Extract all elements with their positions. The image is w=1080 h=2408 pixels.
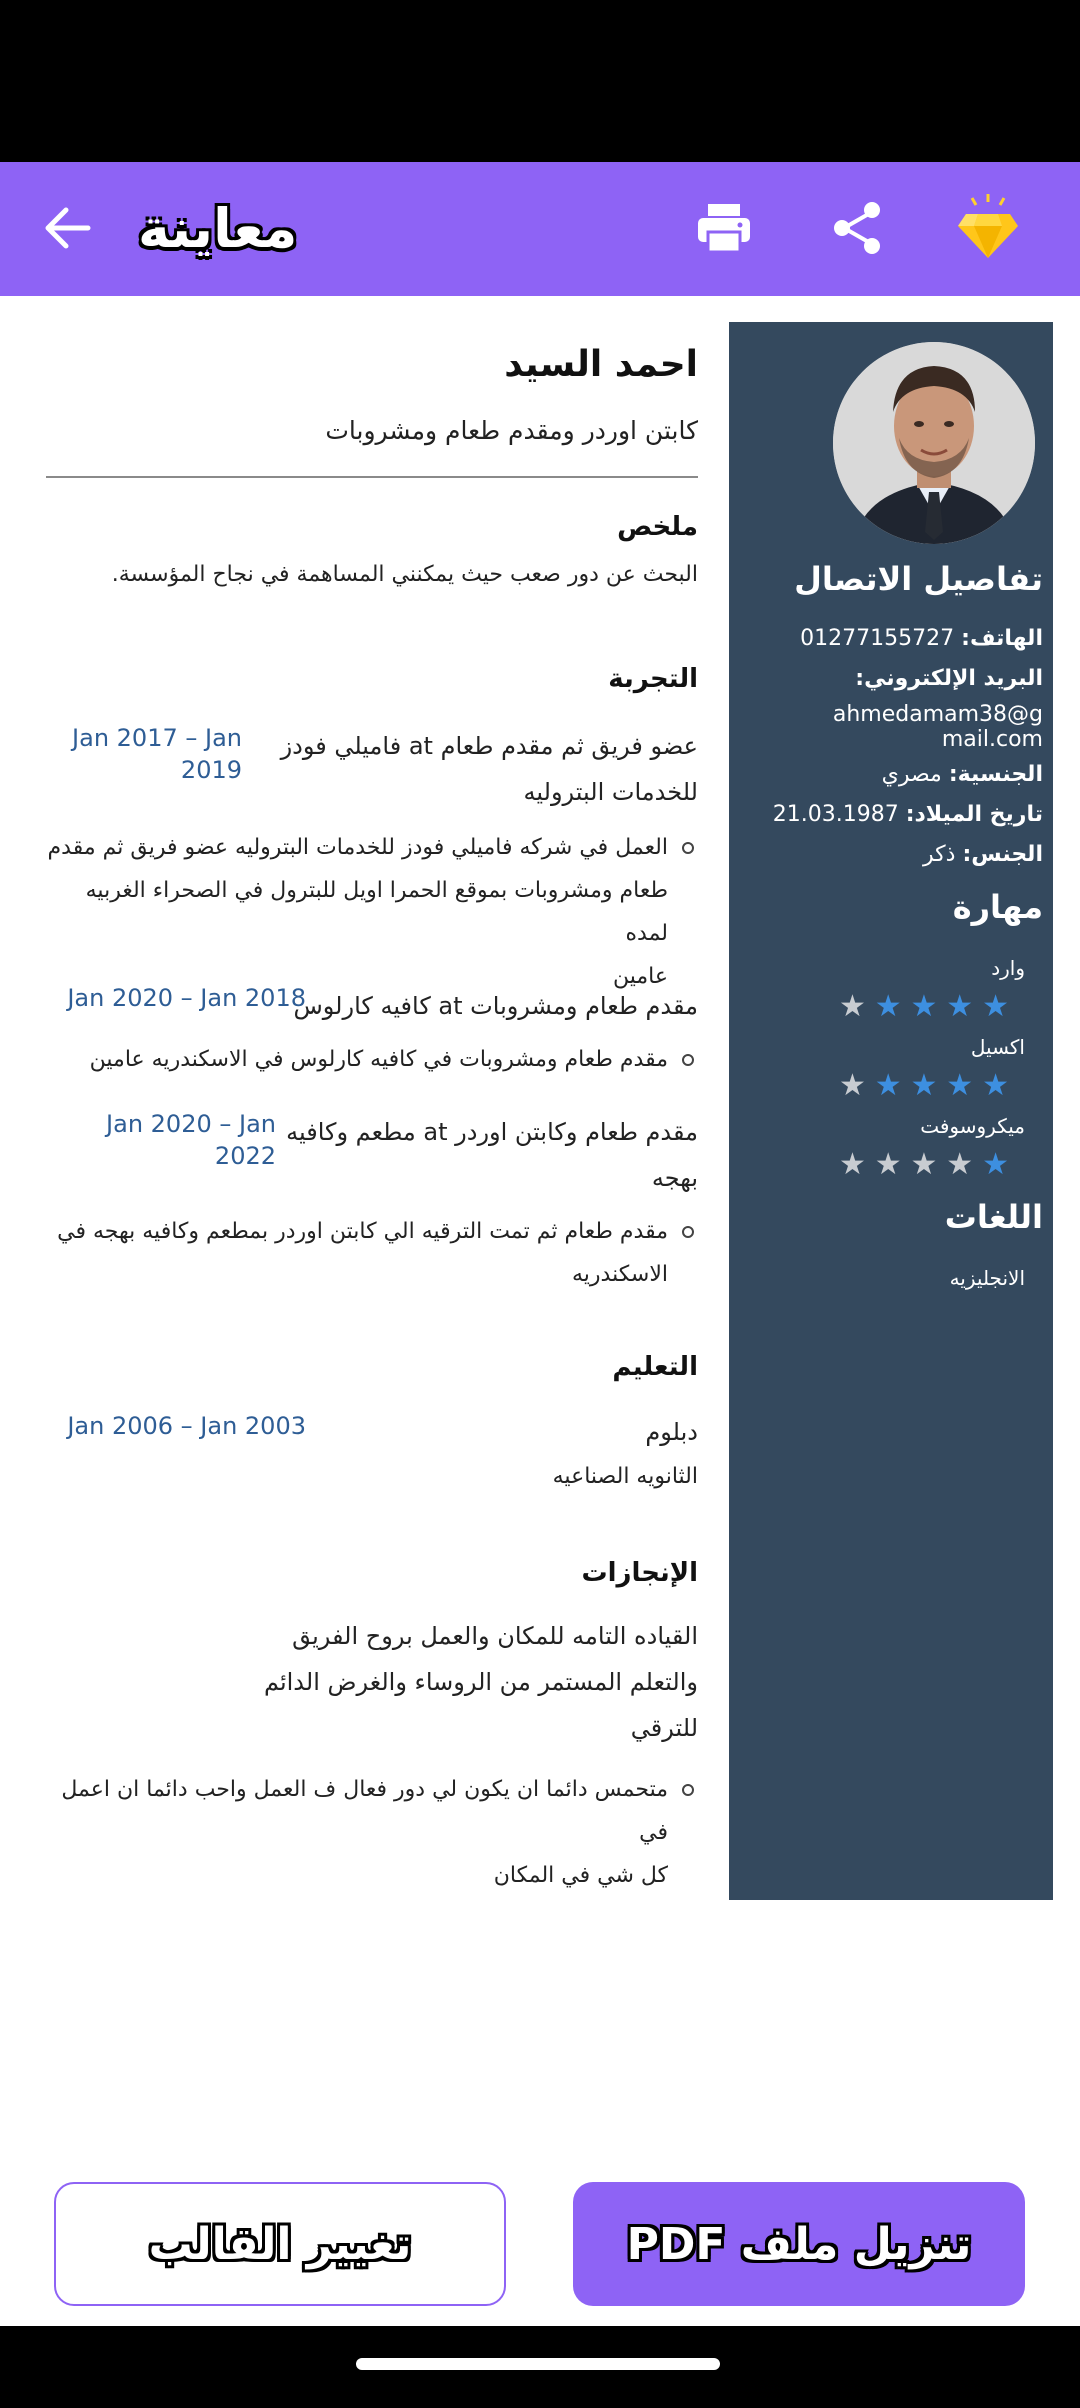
education-date	[46, 1410, 306, 1442]
star-filled-icon: ★	[910, 1068, 938, 1103]
job-title: مقدم طعام ومشروبات at كافيه كارلوس	[293, 992, 698, 1020]
bullet-line: الاسكندريه	[572, 1262, 668, 1287]
star-filled-icon: ★	[910, 989, 938, 1024]
job-date-line: 2019	[180, 756, 242, 784]
app-bar	[0, 162, 1080, 296]
job-title-cont: للخدمات البتروليه	[523, 778, 698, 806]
experience-title: التجربة	[608, 664, 698, 694]
star-filled-icon: ★	[982, 1147, 1009, 1182]
page-title: معاينة	[138, 197, 298, 260]
contact-nationality	[882, 762, 1043, 787]
job-title: مقدم طعام وكابتن اوردر at مطعم وكافيه	[286, 1118, 698, 1146]
phone-value: 01277155727	[800, 626, 955, 651]
skill-name: اكسيل	[970, 1035, 1025, 1059]
skill-name: وارد	[991, 956, 1025, 980]
avatar	[833, 342, 1035, 544]
star-filled-icon: ★	[874, 989, 902, 1024]
home-indicator[interactable]	[356, 2358, 720, 2370]
nationality-value: مصري	[881, 762, 942, 787]
skill-rating	[839, 1148, 1009, 1182]
resume-preview	[0, 296, 1080, 2326]
download-pdf-button[interactable]: تنزيل ملف PDF	[573, 2182, 1025, 2306]
star-filled-icon: ★	[982, 1068, 1009, 1103]
email-value: ahmedamam38@gmail.com	[832, 702, 1043, 752]
achievement-line: القياده التامه للمكان والعمل بروح الفريق	[292, 1622, 698, 1650]
star-filled-icon: ★	[982, 989, 1009, 1024]
contact-birth	[773, 802, 1043, 827]
star-filled-icon: ★	[874, 1068, 902, 1103]
job-date-line: Jan 2020 – Jan 2018	[67, 984, 306, 1012]
job-bullet	[90, 1038, 698, 1081]
education-title: التعليم	[612, 1352, 698, 1382]
print-icon[interactable]	[688, 192, 760, 264]
nationality-label: الجنسية:	[948, 762, 1043, 787]
education-school: الثانويه الصناعيه	[552, 1464, 698, 1489]
job-date	[46, 1108, 276, 1172]
bullet-line: مقدم طعام ومشروبات في كافيه كارلوس في الاسكندريه عامين	[89, 1047, 668, 1072]
skill-name: ميكروسوفت	[920, 1114, 1025, 1138]
education-date-line: Jan 2006 – Jan 2003	[67, 1412, 306, 1440]
achievements-title: الإنجازات	[581, 1558, 698, 1588]
language-item: الانجليزيه	[949, 1266, 1025, 1290]
resume-subtitle: كابتن اوردر ومقدم طعام ومشروبات	[325, 416, 698, 445]
email-label	[855, 666, 1043, 691]
divider	[46, 476, 698, 478]
education-degree: دبلوم	[645, 1418, 698, 1446]
navigation-bar	[0, 2326, 1080, 2408]
job-date-line: Jan 2017 – Jan	[72, 724, 242, 752]
bullet-line: كل شي في المكان	[493, 1863, 668, 1888]
birth-label: تاريخ الميلاد:	[905, 802, 1043, 827]
job-bullet	[57, 1210, 698, 1296]
star-empty-icon: ★	[910, 1147, 938, 1182]
email-label-text: البريد الإلكتروني:	[855, 666, 1043, 691]
job-date	[46, 982, 306, 1014]
star-empty-icon: ★	[946, 1147, 974, 1182]
status-bar	[0, 0, 1080, 162]
contact-phone	[800, 626, 1043, 651]
diamond-premium-icon[interactable]	[952, 192, 1024, 264]
job-bullet	[46, 826, 698, 998]
star-empty-icon: ★	[839, 1147, 866, 1182]
job-date-line: Jan 2020 – Jan	[106, 1110, 276, 1138]
resume-name: احمد السيد	[504, 344, 698, 385]
star-empty-icon: ★	[839, 989, 866, 1024]
star-filled-icon: ★	[946, 989, 974, 1024]
skill-rating	[839, 990, 1009, 1024]
bullet-line: طعام ومشروبات بموقع الحمرا اويل للبترول في الصحراء الغربيه لمده	[85, 878, 668, 946]
star-empty-icon: ★	[874, 1147, 902, 1182]
resume-sidebar	[729, 322, 1053, 1900]
skills-title: مهارة	[952, 888, 1043, 926]
achievement-line: للترقي	[630, 1714, 698, 1742]
gender-value: ذكر	[923, 842, 956, 867]
job-date	[46, 722, 242, 786]
skill-rating	[839, 1069, 1009, 1103]
star-filled-icon: ★	[946, 1068, 974, 1103]
gender-label: الجنس:	[962, 842, 1043, 867]
achievement-bullet	[46, 1768, 698, 1897]
back-arrow-icon[interactable]	[36, 196, 100, 260]
job-title-cont: بهجه	[651, 1164, 698, 1192]
change-template-button[interactable]: تغيير القالب	[54, 2182, 506, 2306]
summary-title: ملخص	[617, 512, 698, 542]
bullet-line: مقدم طعام ثم تمت الترقيه الي كابتن اوردر بمطعم وكافيه بهجه في	[57, 1219, 668, 1244]
languages-title: اللغات	[944, 1198, 1043, 1236]
birth-value: 21.03.1987	[772, 802, 899, 827]
bullet-line: العمل في شركه فاميلي فودز للخدمات البتروليه عضو فريق ثم مقدم	[47, 835, 668, 860]
bullet-line: متحمس دائما ان يكون لي دور فعال ف العمل واحب دائما ان اعمل في	[61, 1777, 668, 1845]
bullet-line: عامين	[613, 964, 668, 989]
job-date-line: 2022	[214, 1142, 276, 1170]
star-empty-icon: ★	[839, 1068, 866, 1103]
phone-label: الهاتف:	[961, 626, 1043, 651]
contact-title: تفاصيل الاتصال	[794, 560, 1043, 598]
contact-gender	[923, 842, 1043, 867]
share-icon[interactable]	[822, 192, 894, 264]
job-title: عضو فريق ثم مقدم طعام at فاميلي فودز	[280, 732, 698, 760]
achievement-line: والتعلم المستمر من الروساء والغرض الدائم	[263, 1668, 698, 1696]
summary-text: البحث عن دور صعب حيث يمكنني المساهمة في نجاح المؤسسة.	[111, 562, 698, 587]
